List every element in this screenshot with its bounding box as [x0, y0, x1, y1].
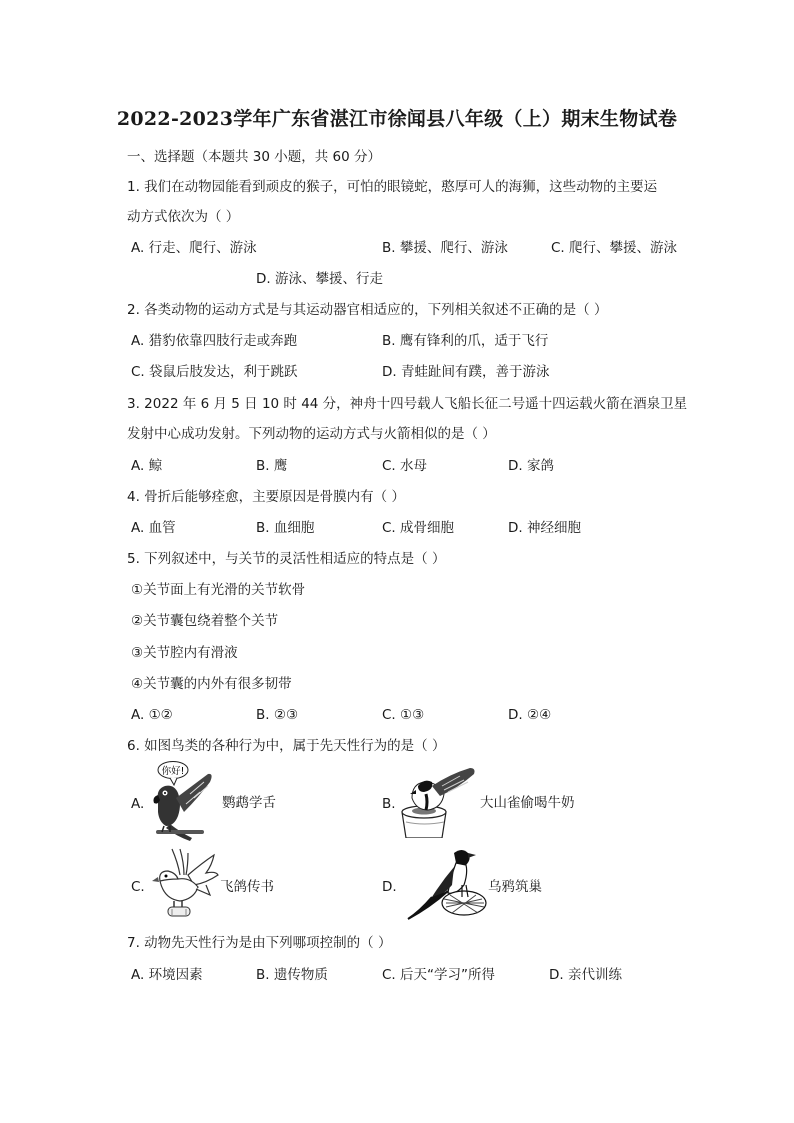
question-2-stem: 2. 各类动物的运动方式是与其运动器官相适应的，下列相关叙述不正确的是（ ）: [127, 302, 608, 318]
question-4-option-b: B. 血细胞: [256, 520, 315, 536]
question-6-option-b-label: 大山雀偷喝牛奶: [480, 795, 575, 811]
question-5-option-a: A. ①②: [131, 707, 173, 723]
parrot-image: [150, 760, 226, 842]
question-6-stem: 6. 如图鸟类的各种行为中，属于先天性行为的是（ ）: [127, 738, 446, 754]
question-1-stem: 1. 我们在动物园能看到顽皮的猴子，可怕的眼镜蛇，憨厚可人的海狮，这些动物的主要运: [127, 179, 658, 195]
question-6-option-b-letter: B.: [382, 796, 396, 812]
question-6-option-a-letter: A.: [131, 796, 145, 812]
page-title: 2022-2023学年广东省湛江市徐闻县八年级（上）期末生物试卷: [116, 108, 678, 130]
pigeon-image: [150, 845, 220, 923]
question-5-statement-2: ②关节囊包绕着整个关节: [131, 613, 279, 629]
question-1-option-d: D. 游泳、攀援、行走: [256, 271, 383, 287]
question-5-option-c: C. ①③: [382, 707, 425, 723]
question-2-option-d: D. 青蛙趾间有蹼，善于游泳: [382, 364, 550, 380]
question-6-option-c-label: 飞鸽传书: [220, 879, 274, 895]
question-2-option-b: B. 鹰有锋利的爪，适于飞行: [382, 333, 549, 349]
question-4-stem: 4. 骨折后能够痊愈，主要原因是骨膜内有（ ）: [127, 489, 405, 505]
section-heading: 一、选择题（本题共 30 小题，共 60 分）: [127, 149, 382, 165]
question-7-option-a: A. 环境因素: [131, 967, 203, 983]
question-7-option-c: C. 后天“学习”所得: [382, 967, 495, 983]
question-3-option-c: C. 水母: [382, 458, 428, 474]
question-3-stem: 3. 2022 年 6 月 5 日 10 时 44 分，神舟十四号载人飞船长征二号遥十四运载火箭在酒泉卫星: [127, 396, 688, 412]
question-1-option-b: B. 攀援、爬行、游泳: [382, 240, 508, 256]
question-6-option-d-label: 乌鸦筑巢: [488, 879, 542, 895]
question-3-option-d: D. 家鸽: [508, 458, 554, 474]
question-6-option-c-letter: C.: [131, 879, 145, 895]
question-5-statement-3: ③关节腔内有滑液: [131, 645, 238, 661]
question-4-option-a: A. 血管: [131, 520, 176, 536]
question-5-stem: 5. 下列叙述中，与关节的灵活性相适应的特点是（ ）: [127, 551, 446, 567]
question-2-option-c: C. 袋鼠后肢发达，利于跳跃: [131, 364, 298, 380]
parrot-speech-text: 你好!: [161, 766, 185, 777]
question-7-option-b: B. 遗传物质: [256, 967, 328, 983]
question-7-option-d: D. 亲代训练: [549, 967, 622, 983]
question-2-option-a: A. 猎豹依靠四肢行走或奔跑: [131, 333, 298, 349]
question-1-stem-cont: 动方式依次为（ ）: [127, 209, 240, 225]
question-7-stem: 7. 动物先天性行为是由下列哪项控制的（ ）: [127, 935, 392, 951]
question-5-statement-1: ①关节面上有光滑的关节软骨: [131, 582, 306, 598]
question-3-option-b: B. 鹰: [256, 458, 288, 474]
question-4-option-c: C. 成骨细胞: [382, 520, 455, 536]
question-1-option-c: C. 爬行、攀援、游泳: [551, 240, 678, 256]
question-4-option-d: D. 神经细胞: [508, 520, 581, 536]
question-3-option-a: A. 鲸: [131, 458, 163, 474]
question-5-option-d: D. ②④: [508, 707, 552, 723]
question-3-stem-cont: 发射中心成功发射。下列动物的运动方式与火箭相似的是（ ）: [127, 426, 496, 442]
question-1-option-a: A. 行走、爬行、游泳: [131, 240, 257, 256]
question-6-option-a-label: 鹦鹉学舌: [222, 795, 276, 811]
question-6-option-d-letter: D.: [382, 879, 397, 895]
crow-nest-image: [402, 845, 488, 923]
question-5-option-b: B. ②③: [256, 707, 299, 723]
great-tit-image: [398, 764, 480, 838]
question-5-statement-4: ④关节囊的内外有很多韧带: [131, 676, 292, 692]
